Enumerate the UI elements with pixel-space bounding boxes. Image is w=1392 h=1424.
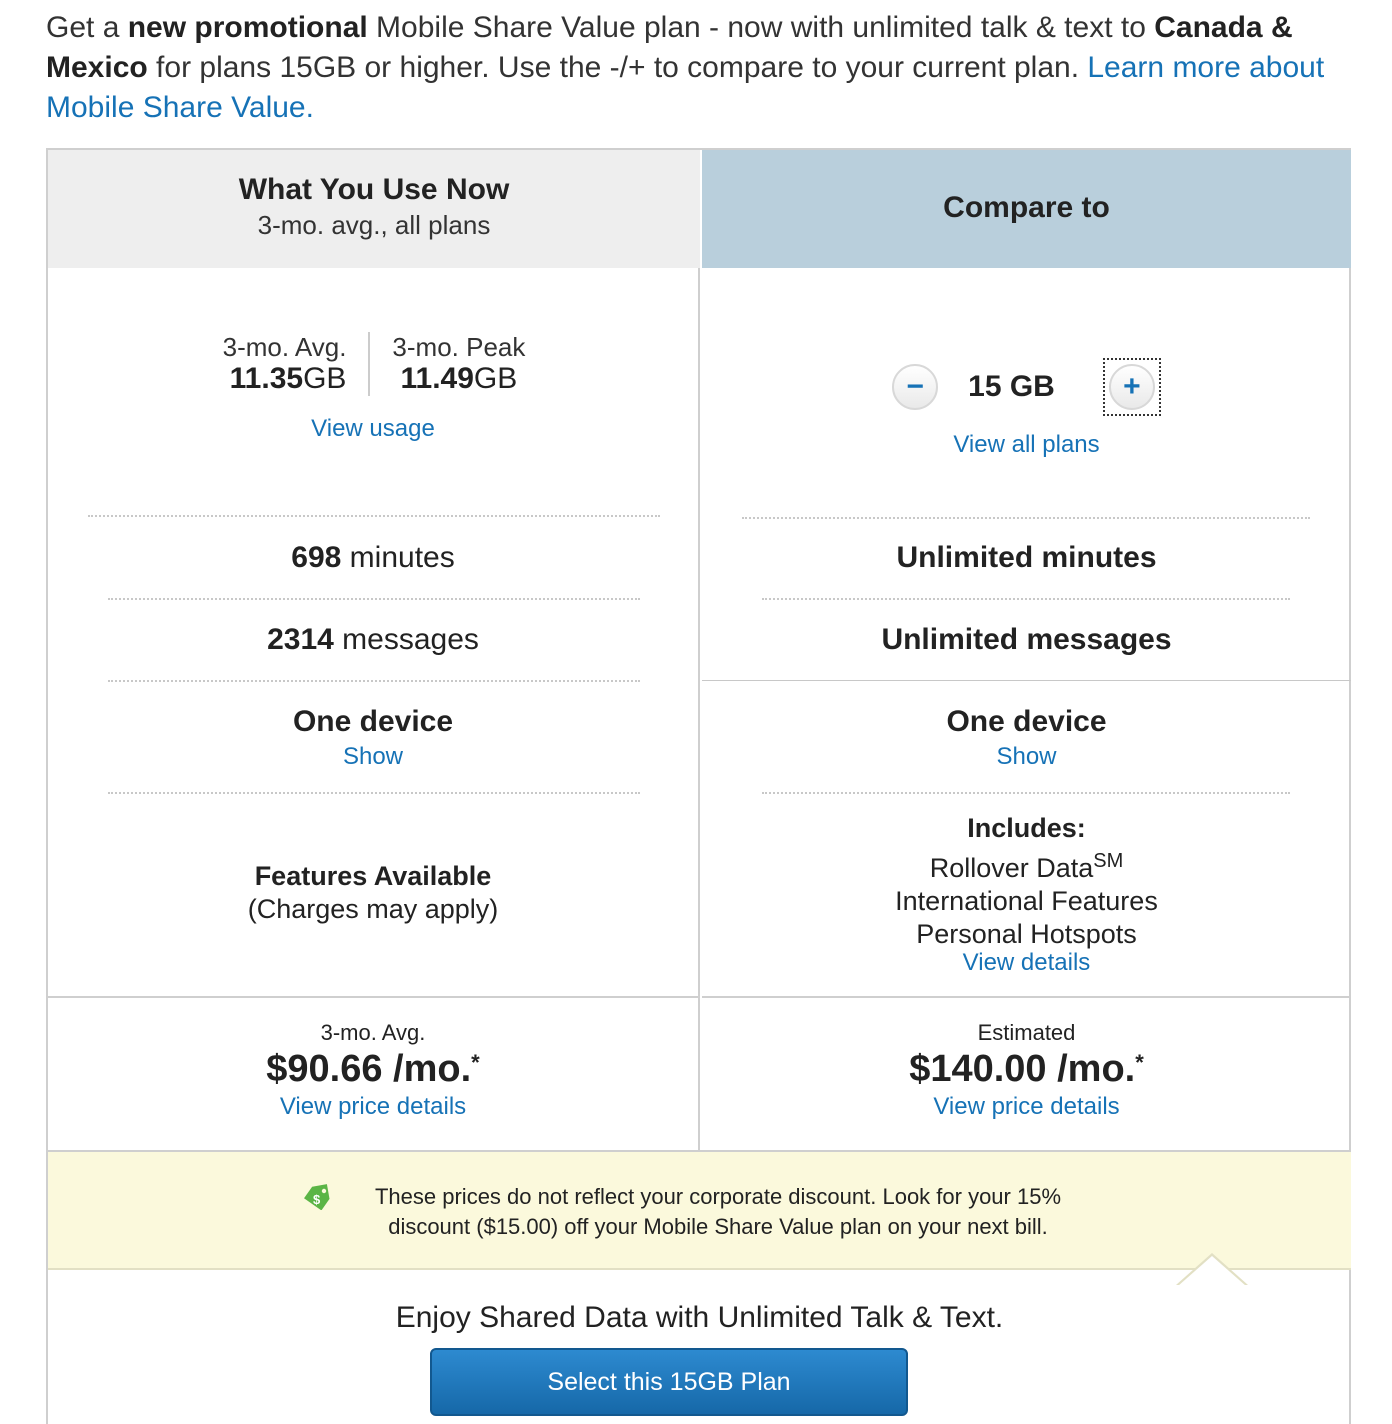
select-plan-button[interactable]: Select this 15GB Plan — [430, 1348, 908, 1416]
messages-used: 2314 messages — [267, 623, 479, 656]
device-count: One device — [292, 705, 454, 738]
peak-usage-label: 3-mo. Peak — [392, 332, 526, 362]
estimated-price-details-link[interactable]: View price details — [933, 1093, 1120, 1120]
current-price-cell — [48, 996, 700, 1150]
increase-plan-button[interactable]: + — [1109, 364, 1155, 410]
features-title: Features Available — [254, 861, 492, 891]
estimated-price-label: Estimated — [977, 1020, 1076, 1045]
avg-usage — [201, 332, 371, 396]
peak-usage — [370, 332, 547, 396]
estimated-price: $140.00 /mo.* — [909, 1048, 1144, 1090]
divider — [742, 517, 1310, 519]
estimated-price-cell — [702, 996, 1351, 1150]
plan-comparison-table — [46, 148, 1351, 1424]
current-usage-header — [48, 150, 700, 268]
decrease-plan-button[interactable]: − — [892, 364, 938, 410]
includes-title: Includes: — [967, 813, 1086, 843]
current-usage-title: What You Use Now — [238, 173, 510, 206]
intro-bold-2: Canada & Mexico — [46, 11, 1293, 84]
svg-text:$: $ — [313, 1192, 321, 1207]
plan-size-value: 15 GB — [968, 370, 1055, 403]
view-all-plans-link[interactable]: View all plans — [953, 431, 1100, 458]
corporate-discount-notice — [48, 1150, 1351, 1270]
discount-line-2: discount ($15.00) off your Mobile Share Value plan on your next bill. — [388, 1214, 1048, 1239]
divider — [108, 680, 640, 682]
intro-bold-1: new promotional — [127, 11, 368, 44]
learn-more-link[interactable]: Learn more about Mobile Share Value. — [46, 51, 1325, 124]
plan-minutes: Unlimited minutes — [896, 541, 1157, 574]
show-devices-link[interactable]: Show — [342, 743, 404, 770]
show-plan-devices-link[interactable]: Show — [996, 743, 1057, 770]
include-international: International Features — [895, 886, 1158, 916]
divider — [88, 515, 660, 517]
plan-includes — [702, 812, 1351, 951]
intro-text-1: Get a — [46, 11, 128, 44]
avg-usage-label: 3-mo. Avg. — [222, 332, 347, 362]
plan-device-count: One device — [946, 705, 1107, 738]
view-usage-link[interactable]: View usage — [311, 415, 435, 442]
plan-size-stepper — [702, 358, 1351, 416]
intro-text-3: for plans 15GB or higher. Use the -/+ to compare to your current plan. — [147, 51, 1088, 84]
notice-pointer — [1178, 1256, 1246, 1286]
minutes-used: 698 minutes — [291, 541, 455, 574]
divider — [702, 680, 1351, 681]
divider — [762, 792, 1290, 794]
intro-text-2: Mobile Share Value plan - now with unlimited talk & text to — [367, 11, 1155, 44]
cta-heading: Enjoy Shared Data with Unlimited Talk & Text. — [395, 1301, 1004, 1334]
compare-header — [702, 150, 1351, 268]
features-available — [48, 860, 698, 926]
include-rollover: Rollover Data℠ — [929, 850, 1124, 883]
divider — [108, 792, 640, 794]
include-hotspots: Personal Hotspots — [916, 919, 1137, 949]
intro-paragraph — [46, 8, 1356, 128]
current-price-details-link[interactable]: View price details — [279, 1093, 467, 1120]
discount-message — [318, 1182, 1118, 1242]
data-usage-summary — [48, 332, 700, 396]
current-price: $90.66 /mo.* — [266, 1048, 480, 1090]
peak-usage-value: 11.49GB — [400, 362, 518, 395]
current-price-label: 3-mo. Avg. — [320, 1020, 426, 1045]
current-usage-subtitle: 3-mo. avg., all plans — [257, 210, 491, 240]
compare-title: Compare to — [943, 191, 1110, 224]
divider — [762, 598, 1290, 600]
divider — [108, 598, 640, 600]
avg-usage-value: 11.35GB — [229, 362, 347, 395]
plan-messages: Unlimited messages — [881, 623, 1172, 656]
view-details-link[interactable]: View details — [962, 949, 1091, 976]
discount-line-1: These prices do not reflect your corporate discount. Look for your 15% — [374, 1184, 1062, 1209]
features-note: (Charges may apply) — [247, 894, 499, 924]
increase-plan-focus — [1103, 358, 1161, 416]
